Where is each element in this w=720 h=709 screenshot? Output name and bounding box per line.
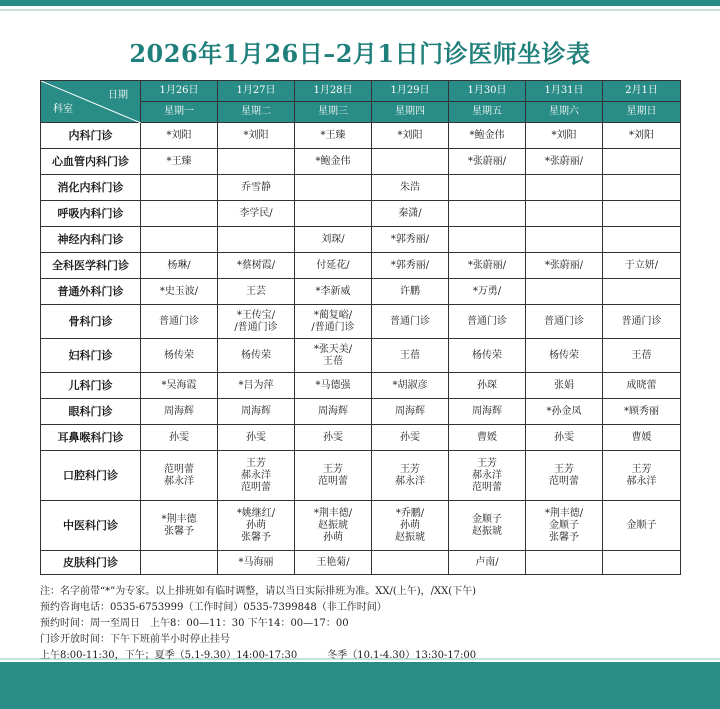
- schedule-cell: [295, 123, 372, 149]
- doctor-name: 范明蕾: [318, 475, 348, 487]
- doctor-name: *吴海霞: [161, 379, 197, 391]
- doctor-name: *孙金凤: [546, 405, 582, 417]
- doctor-name: 王蓓: [400, 349, 420, 361]
- schedule-cell: [603, 123, 681, 149]
- schedule-cell: [295, 551, 372, 575]
- doctor-name: 王芳: [246, 457, 266, 469]
- schedule-cell: [295, 373, 372, 399]
- schedule-cell: [526, 123, 603, 149]
- schedule-cell: [526, 175, 603, 201]
- note-hours: 上午8:00-11:30，下午；夏季（5.1-9.30）14:00-17:30 冬季（10.1-4.30）13:30-17:00: [40, 650, 477, 661]
- doctor-name: *鲍金伟: [469, 129, 505, 141]
- schedule-cell: [295, 253, 372, 279]
- table-row: [41, 339, 681, 373]
- schedule-cell: [526, 373, 603, 399]
- doctor-name: 金顺子: [549, 519, 579, 531]
- doctor-name: 刘琛/: [321, 233, 345, 245]
- doctor-name: 秦潇/: [398, 207, 422, 219]
- doctor-name: *荆丰德/: [313, 507, 353, 519]
- schedule-cell: [218, 339, 295, 373]
- doctor-name: 范明蕾: [472, 481, 502, 493]
- doctor-name: 付延花/: [316, 259, 350, 271]
- top-decor-bar: [0, 0, 720, 6]
- schedule-cell: [218, 305, 295, 339]
- dept-name: 耳鼻喉科门诊: [41, 425, 141, 451]
- doctor-name: 王蓓: [631, 349, 652, 361]
- schedule-cell: [526, 227, 603, 253]
- schedule-cell: [603, 201, 681, 227]
- note-expert-legend: 注：名字前带“*”为专家。以上排班如有临时调整，请以当日实际排班为准。XX/(上午)，/XX(下午): [40, 586, 477, 597]
- schedule-cell: [449, 373, 526, 399]
- table-row: [41, 149, 681, 175]
- dept-name: 心血管内科门诊: [41, 149, 141, 175]
- schedule-cell: [526, 305, 603, 339]
- doctor-name: *刘阳: [551, 129, 577, 141]
- schedule-cell: [603, 253, 681, 279]
- schedule-cell: [295, 279, 372, 305]
- schedule-cell: [295, 501, 372, 551]
- schedule-cell: [141, 305, 218, 339]
- schedule-cell: [526, 425, 603, 451]
- doctor-name: *张蔚丽/: [544, 259, 584, 271]
- table-row: [41, 551, 681, 575]
- schedule-cell: [372, 123, 449, 149]
- dept-name: 全科医学科门诊: [41, 253, 141, 279]
- schedule-cell: [295, 149, 372, 175]
- doctor-name: 郝永洋: [395, 475, 425, 487]
- notes-section: [40, 584, 700, 664]
- table-row: [41, 201, 681, 227]
- doctor-name: 普通门诊: [621, 315, 662, 327]
- weekday-header-4: 星期四: [372, 102, 449, 123]
- doctor-name: 朱浩: [400, 181, 420, 193]
- schedule-cell: [141, 201, 218, 227]
- doctor-name: /普通门诊: [311, 321, 355, 333]
- schedule-table: [40, 80, 681, 575]
- schedule-cell: [372, 501, 449, 551]
- schedule-cell: [603, 305, 681, 339]
- schedule-cell: [372, 425, 449, 451]
- doctor-name: *张蔚丽/: [544, 155, 584, 167]
- schedule-cell: [372, 339, 449, 373]
- dept-name: 皮肤科门诊: [41, 551, 141, 575]
- schedule-cell: [603, 451, 681, 501]
- schedule-cell: [372, 201, 449, 227]
- doctor-name: 孙雯: [554, 431, 574, 443]
- doctor-name: 王芳: [554, 463, 574, 475]
- schedule-cell: [526, 399, 603, 425]
- schedule-cell: [449, 305, 526, 339]
- doctor-name: 孙雯: [169, 431, 189, 443]
- schedule-cell: [372, 373, 449, 399]
- schedule-cell: [526, 279, 603, 305]
- doctor-name: 周海辉: [318, 405, 348, 417]
- doctor-name: *王臻: [320, 129, 346, 141]
- schedule-cell: [295, 425, 372, 451]
- table-row: [41, 399, 681, 425]
- schedule-cell: [603, 399, 681, 425]
- schedule-cell: [141, 227, 218, 253]
- doctor-name: 杨传荣: [164, 349, 194, 361]
- doctor-name: 普通门诊: [544, 315, 584, 327]
- header-corner: [41, 81, 141, 123]
- schedule-cell: [372, 551, 449, 575]
- schedule-cell: [218, 253, 295, 279]
- bottom-decor-bar: [0, 662, 720, 709]
- doctor-name: *马海丽: [238, 556, 274, 568]
- schedule-cell: [218, 175, 295, 201]
- table-row: [41, 425, 681, 451]
- doctor-name: 王芳: [477, 457, 497, 469]
- schedule-cell: [526, 501, 603, 551]
- doctor-name: 郝永洋: [626, 475, 657, 487]
- schedule-cell: [449, 339, 526, 373]
- doctor-name: 乔雪静: [241, 181, 271, 193]
- schedule-cell: [526, 149, 603, 175]
- schedule-cell: [141, 551, 218, 575]
- doctor-name: 曹媛: [631, 431, 652, 443]
- schedule-cell: [218, 123, 295, 149]
- doctor-name: 孙雯: [246, 431, 266, 443]
- schedule-cell: [141, 279, 218, 305]
- doctor-name: /普通门诊: [234, 321, 278, 333]
- schedule-cell: [449, 201, 526, 227]
- dept-name: 普通外科门诊: [41, 279, 141, 305]
- doctor-name: *郭秀丽/: [390, 259, 430, 271]
- note-registration: 门诊开放时间：下午下班前半小时停止挂号: [40, 634, 230, 645]
- schedule-cell: [449, 175, 526, 201]
- doctor-name: *刘阳: [629, 129, 654, 141]
- dept-name: 内科门诊: [41, 123, 141, 149]
- date-header-3: 1月28日: [295, 81, 372, 102]
- date-header-2: 1月27日: [218, 81, 295, 102]
- doctor-name: 杨琳/: [167, 259, 191, 271]
- schedule-cell: [449, 399, 526, 425]
- note-phone: 预约咨询电话：0535-6753999（工作时间）0535-7399848（非工作时间）: [40, 602, 387, 613]
- schedule-cell: [141, 175, 218, 201]
- doctor-name: *蔺复峪/: [313, 309, 353, 321]
- doctor-name: 王芸: [246, 285, 266, 297]
- schedule-cell: [141, 339, 218, 373]
- weekday-header-5: 星期五: [449, 102, 526, 123]
- schedule-cell: [141, 399, 218, 425]
- table-row: [41, 451, 681, 501]
- doctor-name: 赵振琥: [318, 519, 348, 531]
- schedule-cell: [449, 227, 526, 253]
- dept-label: 科室: [53, 104, 73, 115]
- date-header-5: 1月30日: [449, 81, 526, 102]
- schedule-cell: [603, 339, 681, 373]
- doctor-name: 张馨予: [241, 531, 271, 543]
- schedule-cell: [141, 425, 218, 451]
- table-row: [41, 175, 681, 201]
- date-label: 日期: [108, 90, 128, 101]
- doctor-name: 孙萌: [246, 519, 266, 531]
- doctor-name: *乔鹏/: [395, 507, 425, 519]
- doctor-name: 王芳: [400, 463, 420, 475]
- schedule-cell: [603, 551, 681, 575]
- weekday-header-3: 星期三: [295, 102, 372, 123]
- table-row: [41, 373, 681, 399]
- doctor-name: *刘阳: [166, 129, 192, 141]
- schedule-cell: [141, 123, 218, 149]
- schedule-cell: [141, 501, 218, 551]
- schedule-cell: [449, 501, 526, 551]
- doctor-name: 范明蕾: [549, 475, 579, 487]
- doctor-name: 王芳: [323, 463, 343, 475]
- schedule-cell: [603, 227, 681, 253]
- doctor-name: 许鹏: [400, 285, 420, 297]
- dept-name: 消化内科门诊: [41, 175, 141, 201]
- doctor-name: 金顺子: [472, 513, 502, 525]
- doctor-name: 杨传荣: [241, 349, 271, 361]
- doctor-name: *刘阳: [397, 129, 423, 141]
- weekday-header-1: 星期一: [141, 102, 218, 123]
- schedule-cell: [372, 279, 449, 305]
- schedule-cell: [526, 339, 603, 373]
- table-row: [41, 123, 681, 149]
- doctor-name: 范明蕾: [241, 481, 271, 493]
- schedule-cell: [295, 175, 372, 201]
- doctor-name: 周海辉: [472, 405, 502, 417]
- doctor-name: 李学民/: [239, 207, 273, 219]
- doctor-name: 郝永洋: [164, 475, 194, 487]
- schedule-cell: [526, 451, 603, 501]
- schedule-cell: [295, 399, 372, 425]
- page-title: 2026年1月26日–2月1日门诊医师坐诊表: [129, 39, 591, 68]
- doctor-name: *鲍金伟: [315, 155, 351, 167]
- doctor-name: 金顺子: [626, 519, 657, 531]
- doctor-name: 赵振琥: [395, 531, 425, 543]
- table-row: [41, 227, 681, 253]
- schedule-cell: [141, 373, 218, 399]
- doctor-name: 张馨予: [164, 525, 194, 537]
- doctor-name: *张蔚丽/: [467, 259, 507, 271]
- schedule-cell: [218, 373, 295, 399]
- schedule-cell: [603, 501, 681, 551]
- doctor-name: 周海辉: [241, 405, 271, 417]
- schedule-cell: [141, 253, 218, 279]
- schedule-cell: [372, 175, 449, 201]
- doctor-name: 王芳: [631, 463, 652, 475]
- schedule-body: [41, 123, 681, 575]
- doctor-name: 卢南/: [475, 556, 499, 568]
- dept-name: 中医科门诊: [41, 501, 141, 551]
- doctor-name: 杨传荣: [549, 349, 579, 361]
- schedule-cell: [603, 425, 681, 451]
- schedule-cell: [295, 227, 372, 253]
- doctor-name: *史玉波/: [159, 285, 199, 297]
- top-decor-line: [0, 9, 720, 11]
- doctor-name: *李新威: [315, 285, 351, 297]
- schedule-cell: [295, 339, 372, 373]
- doctor-name: *马德强: [315, 379, 351, 391]
- schedule-cell: [218, 425, 295, 451]
- doctor-name: 范明蕾: [164, 463, 194, 475]
- doctor-name: *荆丰德/: [544, 507, 584, 519]
- date-header-6: 1月31日: [526, 81, 603, 102]
- doctor-name: *顾秀丽: [624, 405, 659, 417]
- schedule-cell: [218, 227, 295, 253]
- doctor-name: 孙萌: [400, 519, 420, 531]
- schedule-cell: [526, 201, 603, 227]
- doctor-name: 郝永洋: [472, 469, 502, 481]
- table-row: [41, 305, 681, 339]
- schedule-cell: [141, 451, 218, 501]
- schedule-cell: [449, 425, 526, 451]
- weekday-header-6: 星期六: [526, 102, 603, 123]
- schedule-cell: [141, 149, 218, 175]
- doctor-name: *胡淑彦: [392, 379, 428, 391]
- date-header-1: 1月26日: [141, 81, 218, 102]
- doctor-name: 普通门诊: [390, 315, 430, 327]
- schedule-cell: [449, 551, 526, 575]
- doctor-name: *张天美/: [313, 343, 353, 355]
- schedule-cell: [295, 201, 372, 227]
- doctor-name: 曹媛: [477, 431, 497, 443]
- doctor-name: *荆丰德: [161, 513, 197, 525]
- schedule-cell: [218, 501, 295, 551]
- doctor-name: 于立妍/: [624, 259, 659, 271]
- doctor-name: *姚继红/: [236, 507, 276, 519]
- schedule-cell: [372, 305, 449, 339]
- doctor-name: 周海辉: [164, 405, 194, 417]
- doctor-name: *刘阳: [243, 129, 269, 141]
- schedule-cell: [372, 149, 449, 175]
- schedule-cell: [372, 227, 449, 253]
- dept-name: 眼科门诊: [41, 399, 141, 425]
- doctor-name: 普通门诊: [159, 315, 199, 327]
- doctor-name: 孙琛: [477, 379, 497, 391]
- schedule-cell: [372, 451, 449, 501]
- schedule-cell: [603, 175, 681, 201]
- schedule-cell: [449, 123, 526, 149]
- weekday-header-2: 星期二: [218, 102, 295, 123]
- doctor-name: *郭秀丽/: [390, 233, 430, 245]
- corner-diagonal: [41, 81, 141, 123]
- schedule-cell: [218, 149, 295, 175]
- doctor-name: *王传宝/: [236, 309, 276, 321]
- doctor-name: 孙雯: [400, 431, 420, 443]
- schedule-cell: [218, 279, 295, 305]
- date-header-4: 1月29日: [372, 81, 449, 102]
- doctor-name: 王艳菊/: [316, 556, 350, 568]
- dept-name: 神经内科门诊: [41, 227, 141, 253]
- doctor-name: *万勇/: [472, 285, 502, 297]
- doctor-name: 赵振琥: [472, 525, 502, 537]
- schedule-cell: [218, 201, 295, 227]
- doctor-name: 孙萌: [323, 531, 343, 543]
- dept-name: 呼吸内科门诊: [41, 201, 141, 227]
- doctor-name: 普通门诊: [467, 315, 507, 327]
- schedule-cell: [218, 399, 295, 425]
- schedule-cell: [449, 149, 526, 175]
- schedule-cell: [295, 451, 372, 501]
- dept-name: 妇科门诊: [41, 339, 141, 373]
- doctor-name: 张馨予: [549, 531, 579, 543]
- schedule-cell: [526, 551, 603, 575]
- schedule-cell: [372, 253, 449, 279]
- doctor-name: 成晓蕾: [626, 379, 657, 391]
- schedule-cell: [295, 305, 372, 339]
- date-header-7: 2月1日: [603, 81, 681, 102]
- doctor-name: 郝永洋: [241, 469, 271, 481]
- schedule-cell: [526, 253, 603, 279]
- schedule-cell: [449, 253, 526, 279]
- table-row: [41, 501, 681, 551]
- schedule-cell: [449, 279, 526, 305]
- schedule-cell: [603, 373, 681, 399]
- doctor-name: 张娟: [554, 379, 574, 391]
- doctor-name: *吕为萍: [238, 379, 274, 391]
- doctor-name: *蔡树霞/: [236, 259, 276, 271]
- doctor-name: 杨传荣: [472, 349, 502, 361]
- dept-name: 儿科门诊: [41, 373, 141, 399]
- doctor-name: 王蓓: [323, 355, 343, 367]
- schedule-cell: [218, 551, 295, 575]
- schedule-cell: [603, 279, 681, 305]
- table-row: [41, 279, 681, 305]
- doctor-name: 孙雯: [323, 431, 343, 443]
- dept-name: 口腔科门诊: [41, 451, 141, 501]
- schedule-cell: [372, 399, 449, 425]
- doctor-name: *王臻: [166, 155, 192, 167]
- doctor-name: *张蔚丽/: [467, 155, 507, 167]
- table-row: [41, 253, 681, 279]
- dept-name: 骨科门诊: [41, 305, 141, 339]
- note-appointment-time: 预约时间：周一至周日 上午8：00—11：30 下午14：00—17：00: [40, 618, 349, 629]
- doctor-name: 周海辉: [395, 405, 425, 417]
- schedule-cell: [218, 451, 295, 501]
- schedule-cell: [603, 149, 681, 175]
- schedule-cell: [449, 451, 526, 501]
- weekday-header-7: 星期日: [603, 102, 681, 123]
